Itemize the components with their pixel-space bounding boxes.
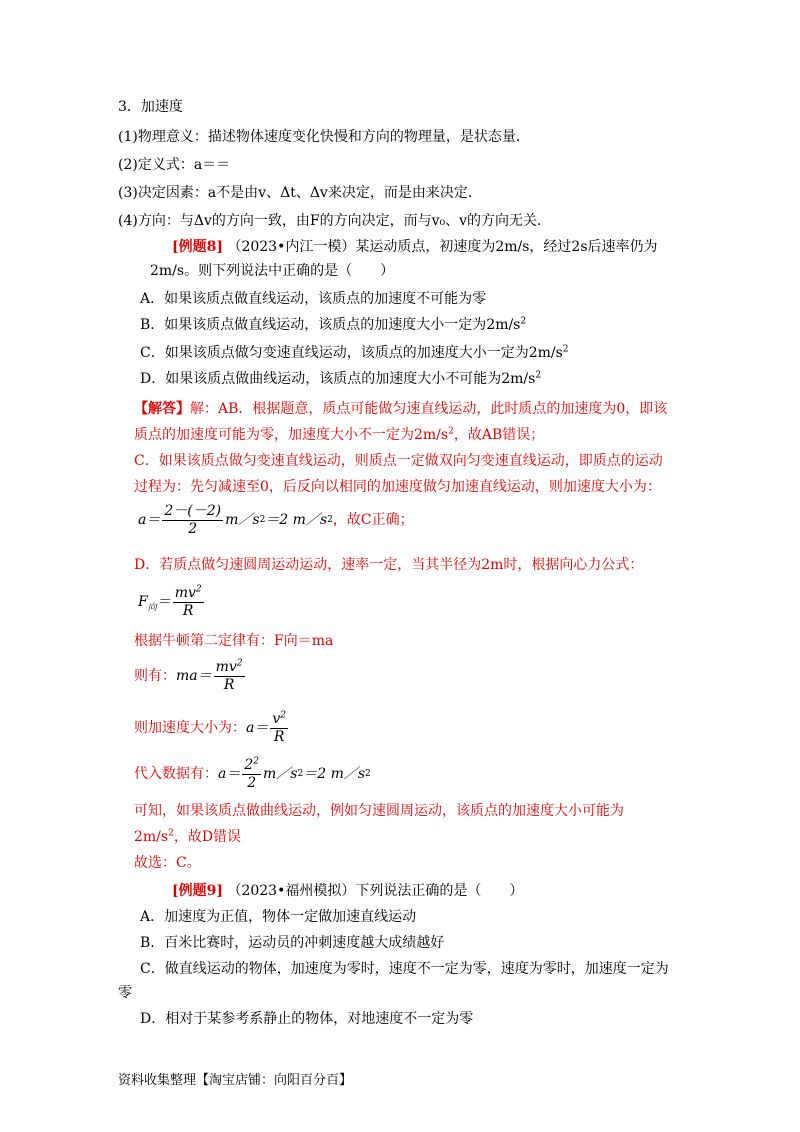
equation-3: 则有： ma＝ $\frac{mv^2}{R}$: [134, 657, 243, 693]
section-point-1: (1)物理意义：描述物体速度变化快慢和方向的物理量，是状态量．: [118, 129, 530, 145]
example-8-option-b: B．如果该质点做直线运动，该质点的加速度大小一定为$2m/s^2$: [140, 316, 527, 333]
equation-1: a＝ $\frac{2-(-2)}{2}$ m／s 2 ＝2 m／s 2 ，故C正确；: [138, 502, 414, 537]
equation-4: 则加速度大小为： a＝ $\frac{v^2}{R}$: [134, 709, 287, 745]
answer-choice: 故选：C。: [134, 855, 201, 871]
example-9-option-d: D．相对于某参考系静止的物体，对地速度不一定为零: [140, 1011, 474, 1027]
example-8-stem-line-2: 2m/s。则下列说法中正确的是（ ）: [150, 263, 395, 279]
example-9-option-c: C．做直线运动的物体，加速度为零时，速度不一定为零，速度为零时，加速度一定为: [140, 961, 669, 977]
answer-line-2: 质点的加速度可能为零，加速度大小不一定为$2m/s^2$，故AB错误；: [134, 426, 545, 443]
example-9-option-b: B．百米比赛时，运动员的冲刺速度越大成绩越好: [140, 935, 445, 951]
page-footer: 资料收集整理【淘宝店铺：向阳百分百】: [118, 1073, 353, 1088]
answer-line-4: 过程为：先匀减速至0，后反向以相同的加速度做匀加速直线运动，则加速度大小为：: [134, 479, 661, 495]
example-8-option-a: A．如果该质点做直线运动，该质点的加速度不可能为零: [140, 291, 487, 307]
section-title: 3．加速度: [118, 99, 183, 115]
example-8-option-d: D．如果该质点做曲线运动，该质点的加速度大小不可能为$2m/s^2$: [140, 370, 542, 387]
example-9-option-a: A．加速度为正值，物体一定做加速直线运动: [140, 909, 417, 925]
example-9-stem: [例题9] （2023•福州模拟）下列说法正确的是（ ）: [172, 883, 524, 899]
answer-line-5: D．若质点做匀速圆周运动运动，速率一定，当其半径为2m时，根据向心力公式：: [134, 557, 644, 573]
example-8-tag: [例题8]: [172, 239, 223, 255]
answer-line-1: 【解答】解：AB．根据题意，质点可能做匀速直线运动，此时质点的加速度为0，即该: [134, 401, 668, 417]
equation-2: $F_向=$ $\frac{mv^2}{R}$: [138, 583, 202, 619]
section-point-2: (2)定义式：a＝＝: [118, 157, 231, 173]
example-9-tag: [例题9]: [172, 883, 223, 899]
answer-line-10: 可知，如果该质点做曲线运动，例如匀速圆周运动，该质点的加速度大小可能为: [134, 803, 624, 819]
section-point-3: (3)决定因素：a不是由v、Δt、Δv来决定，而是由来决定．: [118, 185, 482, 201]
answer-line-6: 根据牛顿第二定律有：F向＝ma: [134, 633, 334, 649]
example-8-stem-line-1: （2023•内江一模）某运动质点，初速度为2m/s，经过2s后速率仍为: [227, 239, 658, 255]
answer-line-3: C．如果该质点做匀变速直线运动，则质点一定做双向匀变速直线运动，即质点的运动: [134, 453, 663, 469]
answer-tag: 【解答】: [134, 401, 190, 417]
example-9-option-c-cont: 零: [118, 985, 132, 1001]
example-8-option-c: C．如果该质点做匀变速直线运动，该质点的加速度大小一定为$2m/s^2$: [140, 344, 569, 361]
section-point-4: (4)方向：与Δv的方向一致，由F的方向决定，而与v₀、v的方向无关．: [118, 213, 551, 229]
answer-line-11: $2m/s^2$，故D错误: [134, 828, 242, 845]
example-8-stem: [172, 238, 658, 256]
equation-5: 代入数据有： a＝ $\frac{2^2}{2}$ m／s 2 ＝2 m／s 2: [134, 755, 371, 791]
